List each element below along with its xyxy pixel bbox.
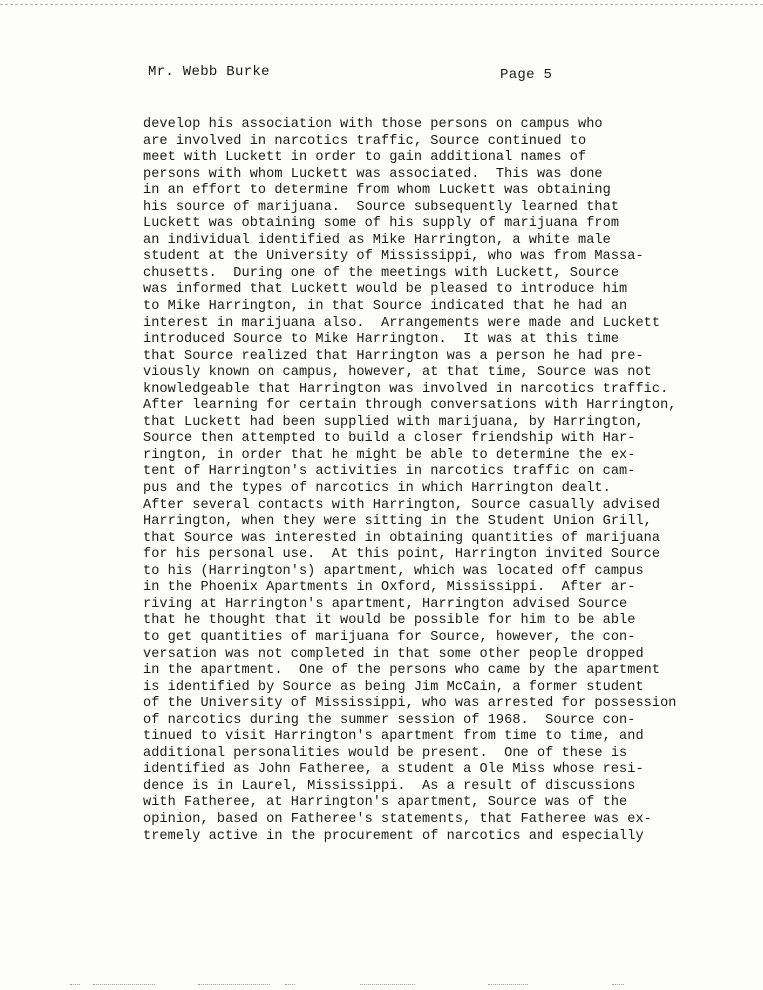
body-line: rington, in order that he might be able to determine the ex- <box>143 447 636 463</box>
page-top-edge <box>0 4 763 5</box>
body-text <box>143 117 743 845</box>
body-line: student at the University of Mississippi, who was from Massa- <box>143 249 644 265</box>
body-line: Harrington, when they were sitting in the Student Union Grill, <box>143 514 652 530</box>
body-line: meet with Luckett in order to gain additional names of <box>143 150 587 166</box>
body-line: Luckett was obtaining some of his supply of marijuana from <box>143 216 620 232</box>
scan-mark <box>488 984 528 985</box>
body-line: to his (Harrington's) apartment, which was located off campus <box>143 563 644 579</box>
body-line: that Source was interested in obtaining quantities of marijuana <box>143 530 661 546</box>
body-line: that Source realized that Harrington was a person he had pre- <box>143 348 644 364</box>
body-line: of the University of Mississippi, who was arrested for possession <box>143 696 677 712</box>
body-line: After several contacts with Harrington, Source casually advised <box>143 497 661 513</box>
scan-mark <box>93 984 155 985</box>
body-line: knowledgeable that Harrington was involved in narcotics traffic. <box>143 381 669 397</box>
body-line: develop his association with those persons on campus who <box>143 117 603 132</box>
body-line: tremely active in the procurement of narcotics and especially <box>143 828 644 844</box>
body-line: interest in marijuana also. Arrangements were made and Luckett <box>143 315 661 331</box>
body-line: pus and the types of narcotics in which Harrington dealt. <box>143 481 611 497</box>
page-bottom-marks <box>0 984 763 988</box>
body-line: an individual identified as Mike Harrington, a white male <box>143 232 611 248</box>
scan-mark <box>285 984 295 985</box>
body-line: in an effort to determine from whom Luckett was obtaining <box>143 183 611 199</box>
body-line: dence is in Laurel, Mississippi. As a result of discussions <box>143 778 636 794</box>
scan-mark <box>198 984 270 985</box>
body-line: is identified by Source as being Jim McCain, a former student <box>143 679 644 695</box>
body-line: After learning for certain through conversations with Harrington, <box>143 398 677 414</box>
body-line: tinued to visit Harrington's apartment from time to time, and <box>143 729 644 745</box>
body-line: was informed that Luckett would be pleased to introduce him <box>143 282 628 298</box>
body-line: riving at Harrington's apartment, Harrington advised Source <box>143 596 628 612</box>
body-line: for his personal use. At this point, Harrington invited Source <box>143 547 661 563</box>
body-line: are involved in narcotics traffic, Source continued to <box>143 133 587 149</box>
scan-mark <box>70 984 80 985</box>
body-line: with Fatheree, at Harrington's apartment, Source was of the <box>143 795 628 811</box>
body-line: tent of Harrington's activities in narcotics traffic on cam- <box>143 464 636 480</box>
body-line: in the Phoenix Apartments in Oxford, Mississippi. After ar- <box>143 580 636 596</box>
body-line: additional personalities would be present. One of these is <box>143 745 628 761</box>
body-line: persons with whom Luckett was associated. This was done <box>143 166 603 182</box>
body-line: versation was not completed in that some other people dropped <box>143 646 644 662</box>
recipient-header: Mr. Webb Burke <box>148 64 270 80</box>
body-line: identified as John Fatheree, a student a Ole Miss whose resi- <box>143 762 644 778</box>
body-line: chusetts. During one of the meetings with Luckett, Source <box>143 265 620 281</box>
body-line: that Luckett had been supplied with marijuana, by Harrington, <box>143 414 644 430</box>
body-line: of narcotics during the summer session of 1968. Source con- <box>143 712 636 728</box>
body-line: to Mike Harrington, in that Source indicated that he had an <box>143 299 628 315</box>
body-line: that he thought that it would be possible for him to be able <box>143 613 636 629</box>
body-line: his source of marijuana. Source subsequently learned that <box>143 199 620 215</box>
page-number: Page 5 <box>500 67 553 83</box>
body-line: viously known on campus, however, at that time, Source was not <box>143 365 652 381</box>
body-line: to get quantities of marijuana for Source, however, the con- <box>143 629 636 645</box>
body-line: introduced Source to Mike Harrington. It was at this time <box>143 332 620 348</box>
scan-mark <box>360 984 415 985</box>
body-line: Source then attempted to build a closer friendship with Har- <box>143 431 636 447</box>
scan-mark <box>612 984 624 985</box>
body-line: opinion, based on Fatheree's statements, that Fatheree was ex- <box>143 811 652 827</box>
body-line: in the apartment. One of the persons who came by the apartment <box>143 663 661 679</box>
